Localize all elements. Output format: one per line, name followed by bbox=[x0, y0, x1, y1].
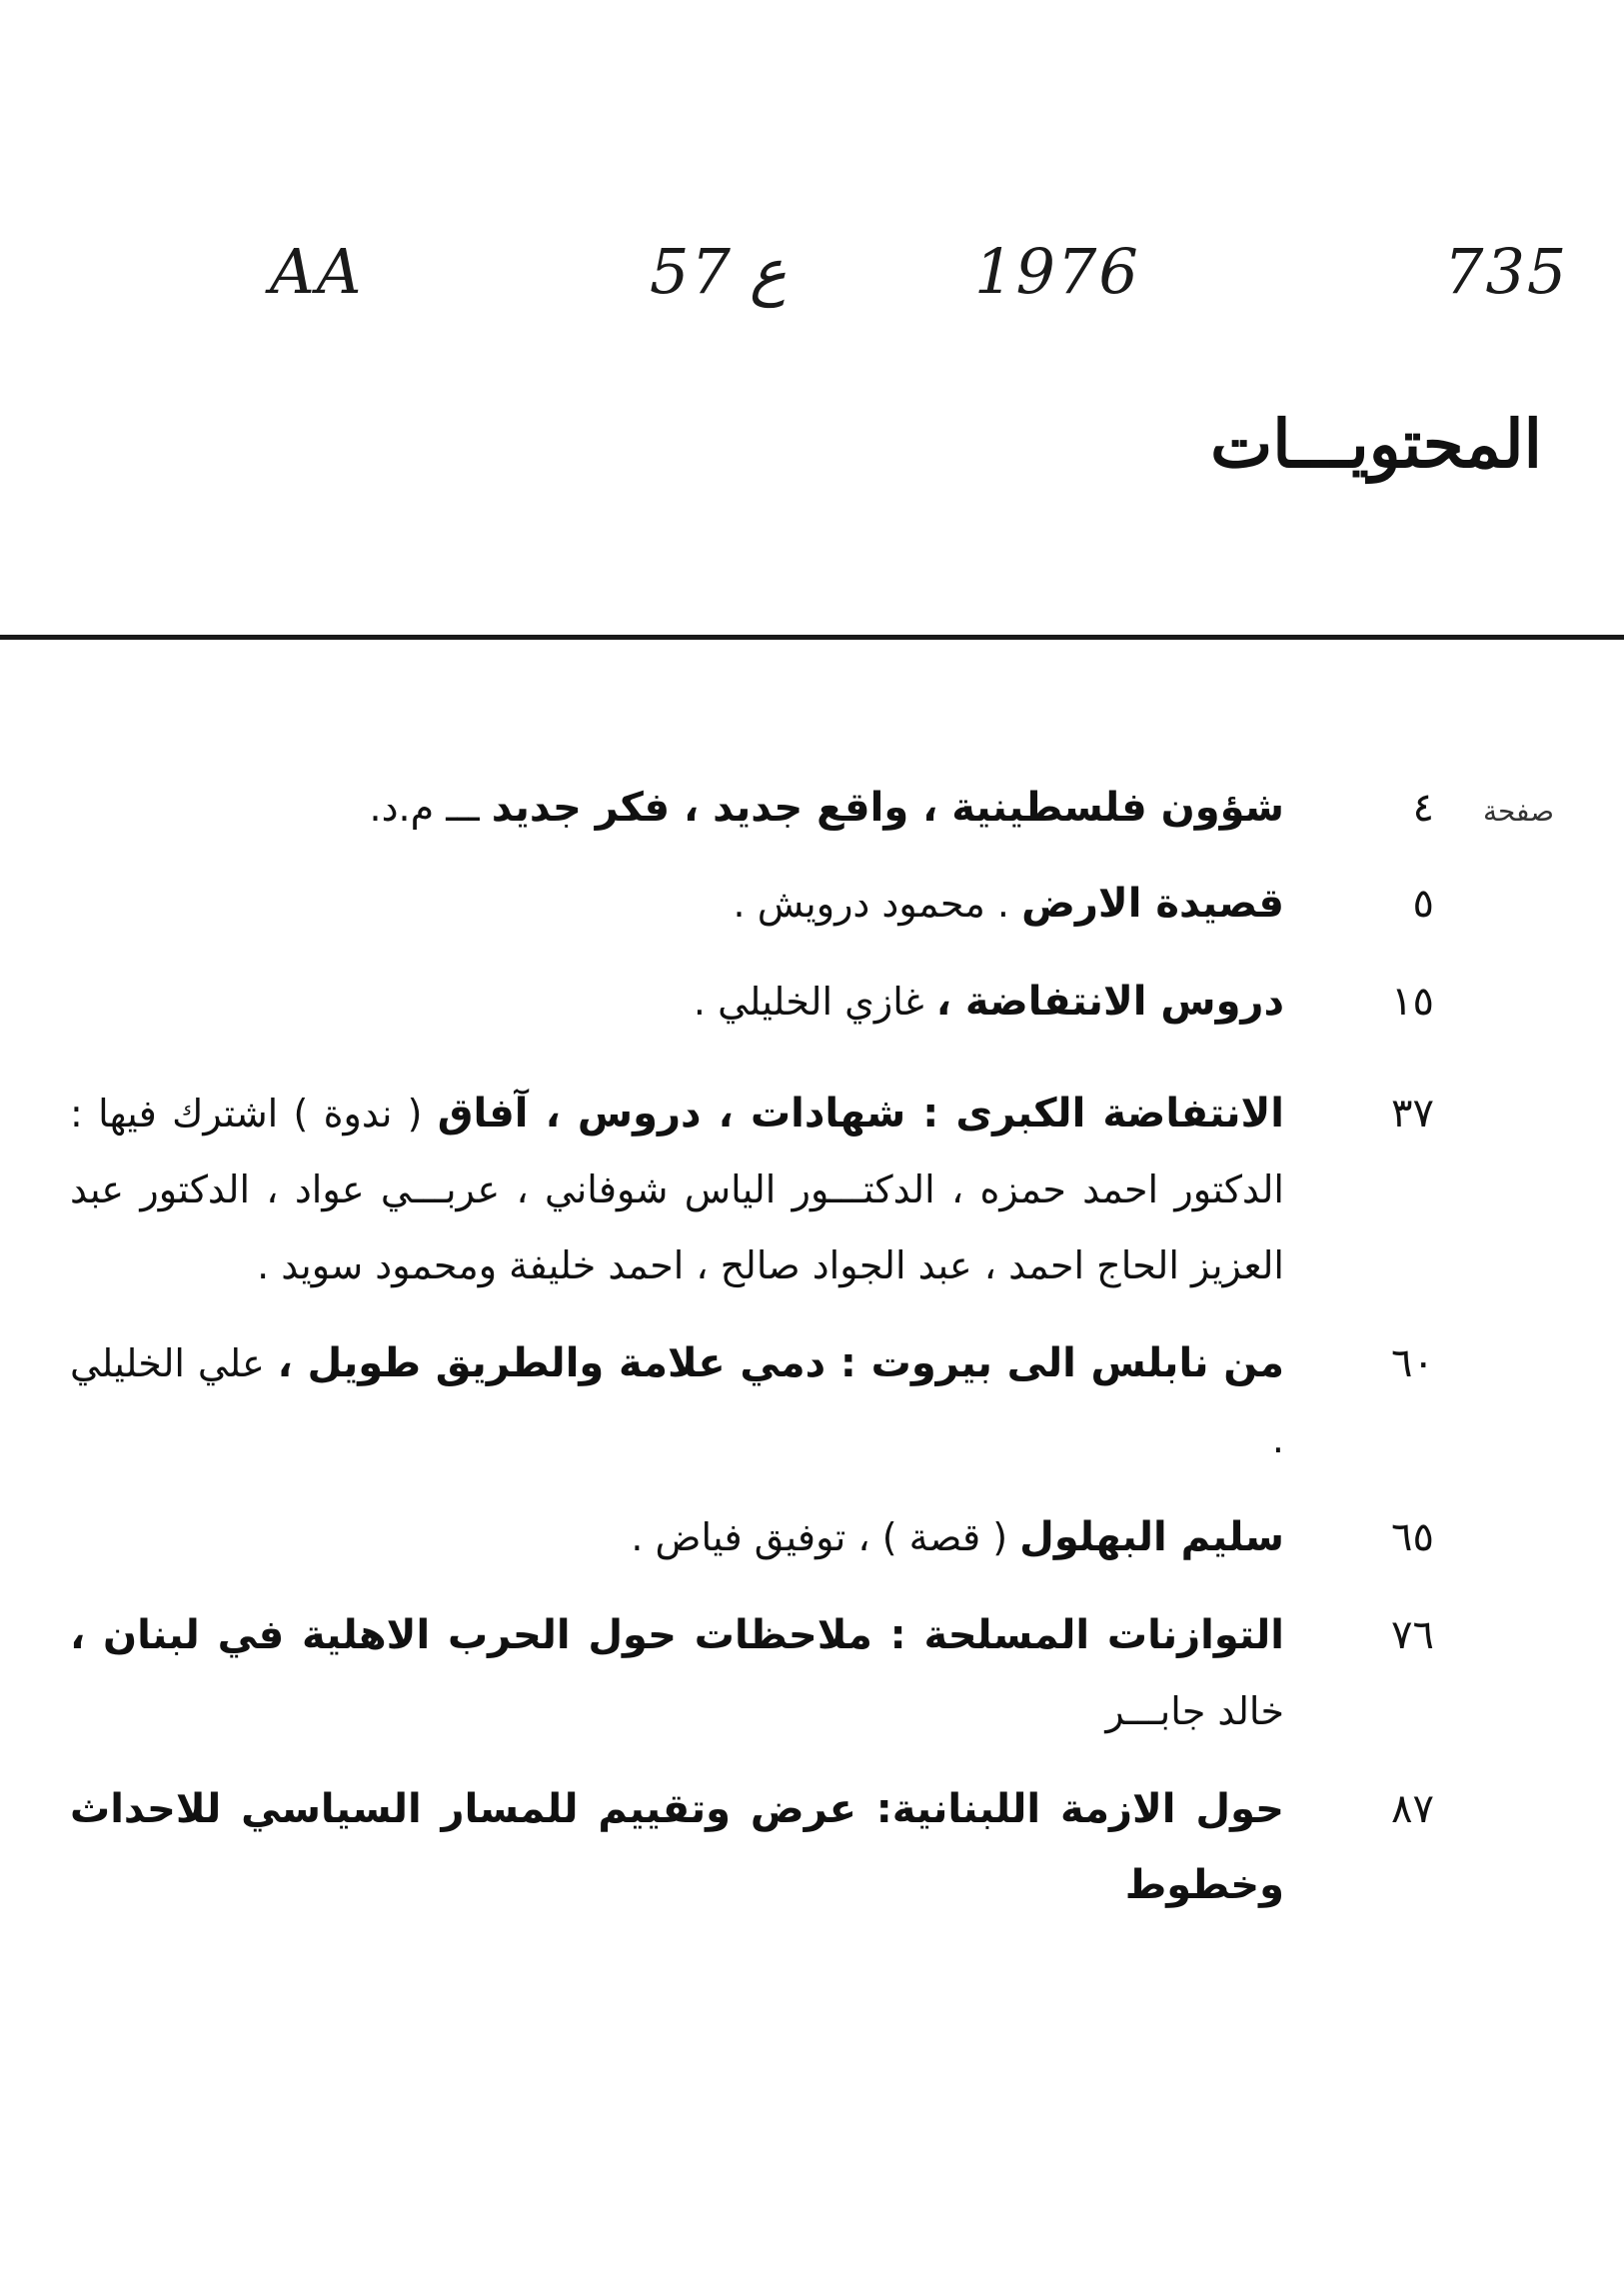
entry-author: ـــ م.د. bbox=[369, 786, 480, 830]
page-number: ٥ bbox=[1412, 881, 1434, 927]
entry-title: سليم البهلول bbox=[1019, 1514, 1284, 1560]
entry-author: خالد جابـــر bbox=[1105, 1689, 1284, 1733]
toc-entry bbox=[70, 770, 1554, 846]
entry-author: غازي الخليلي . bbox=[693, 980, 924, 1024]
entry-title: قصيدة الارض bbox=[1021, 881, 1284, 927]
handwritten-number: 735 bbox=[1444, 235, 1569, 308]
page-label: صفحة bbox=[1482, 795, 1554, 828]
toc-entry bbox=[70, 1597, 1554, 1749]
page-number: ٦٥ bbox=[1391, 1514, 1434, 1560]
page-title: المحتويـــات bbox=[1210, 405, 1542, 483]
page-number: ٣٧ bbox=[1391, 1091, 1434, 1137]
handwritten-code: AA bbox=[270, 235, 364, 308]
page-number: ٤ bbox=[1412, 785, 1434, 831]
entry-author: ( قصة ) ، توفيق فياض . bbox=[631, 1515, 1008, 1559]
page-number: ٨٧ bbox=[1391, 1786, 1434, 1832]
page-number: ١٥ bbox=[1391, 979, 1434, 1025]
handwritten-year: 1976 bbox=[974, 235, 1140, 308]
handwritten-issue-letter: ع bbox=[750, 235, 787, 308]
entry-title: الانتفاضة الكبرى : شهادات ، دروس ، آفاق bbox=[437, 1091, 1284, 1137]
divider bbox=[0, 635, 1624, 640]
entry-title: التوازنات المسلحة : ملاحظات حول الحرب الاهلية في لبنان ، bbox=[70, 1612, 1284, 1658]
entry-title: دروس الانتفاضة ، bbox=[935, 979, 1284, 1025]
entry-title: شؤون فلسطينية ، واقع جديد ، فكر جديد bbox=[491, 785, 1284, 831]
entry-author: علي الخليلي . bbox=[70, 1341, 1284, 1461]
table-of-contents bbox=[70, 770, 1554, 1923]
toc-entry bbox=[70, 964, 1554, 1040]
page-number: ٧٦ bbox=[1391, 1612, 1434, 1658]
entry-author: ( ندوة ) اشترك فيها : الدكتور احمد حمزه ، الدكتـــور الياس شوفاني ، عربـــي عواد ، الدكتور عبد العزيز الحاج احمد ، عبد الجواد صالح ، احمد خليفة ومحمود سويد . bbox=[70, 1092, 1284, 1287]
toc-entry bbox=[70, 1499, 1554, 1575]
toc-entry bbox=[70, 866, 1554, 942]
page-number-cell bbox=[1304, 770, 1554, 850]
entry-author: . محمود درويش . bbox=[733, 882, 1009, 926]
entry-title: من نابلس الى بيروت : دمي علامة والطريق طويل ، bbox=[277, 1340, 1284, 1386]
toc-entry bbox=[70, 1771, 1554, 1923]
toc-entry bbox=[70, 1325, 1554, 1477]
page-number: ٦٠ bbox=[1391, 1340, 1434, 1386]
handwritten-issue-number: 57 bbox=[650, 235, 733, 308]
toc-entry bbox=[70, 1076, 1554, 1303]
entry-title: حول الازمة اللبنانية: عرض وتقييم للمسار السياسي للاحداث وخطوط bbox=[70, 1786, 1284, 1908]
